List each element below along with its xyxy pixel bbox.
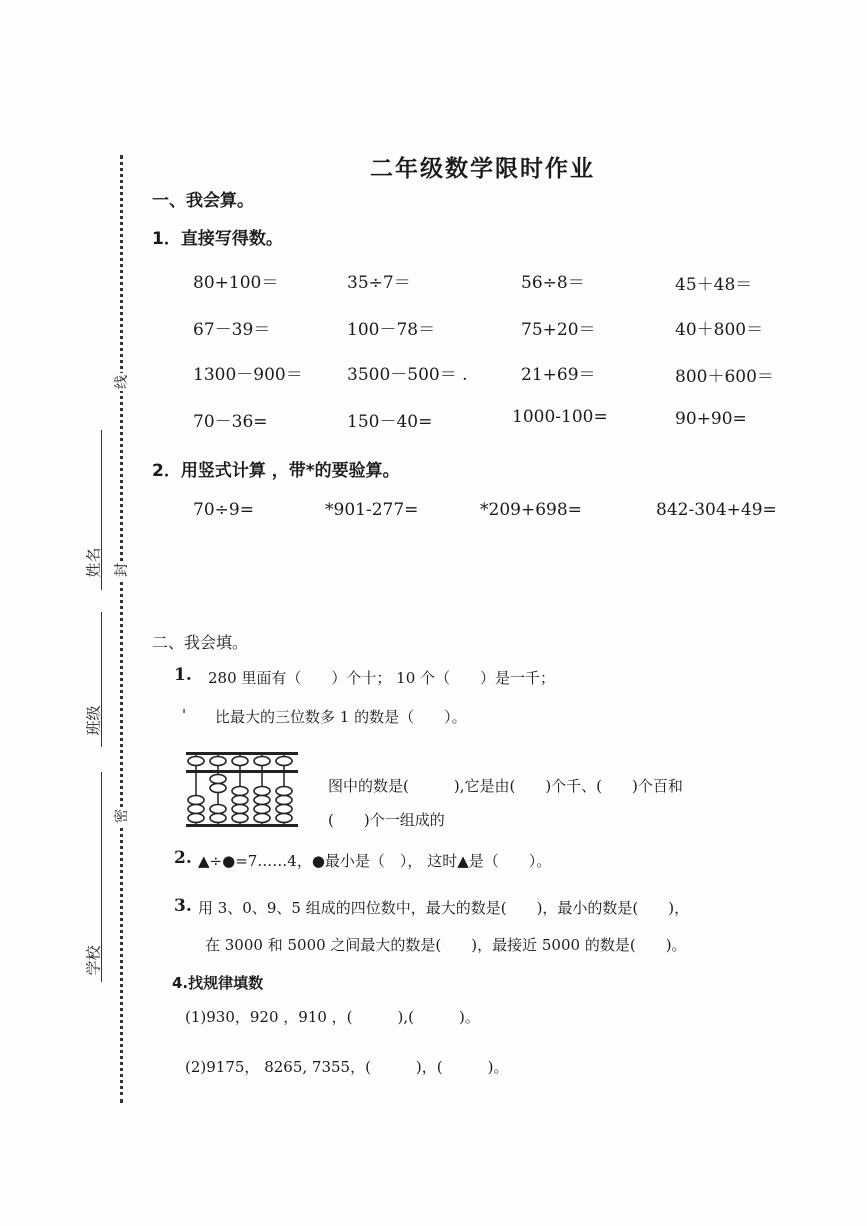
calc-item: 90+90=	[675, 409, 747, 429]
seal-char-xian: 线	[111, 373, 131, 391]
fill-q4-heading: 4.找规律填数	[172, 974, 264, 992]
calc-item: 45＋48＝	[675, 275, 753, 295]
binding-dotted-line	[120, 155, 123, 1103]
school-label: 学校	[84, 945, 103, 976]
calc-item: 56÷8＝	[521, 273, 585, 293]
fill-q3-number: 3.	[174, 896, 192, 916]
calc-item: 150－40=	[347, 412, 433, 432]
name-fill-line[interactable]	[101, 430, 102, 590]
calc-item: 40＋800＝	[675, 320, 764, 340]
calc-item: 75+20＝	[521, 320, 596, 340]
fill-q2-number: 2.	[174, 848, 192, 868]
pattern-line2: (2)9175， 8265, 7355，( )，( )。	[185, 1058, 509, 1076]
calc-item: 70－36=	[193, 412, 268, 432]
fill-q2-text: ▲÷●=7……4，●最小是（ ）， 这时▲是（ ）。	[198, 852, 552, 870]
vertical-calc-item: 842-304+49=	[656, 500, 777, 520]
fill-q3-line1: 用 3、0、9、5 组成的四位数中，最大的数是( )，最小的数是( )，	[198, 899, 690, 917]
vertical-calc-item: *209+698=	[480, 500, 582, 520]
calc-item: 1000-100=	[512, 407, 608, 427]
name-label: 姓名	[84, 547, 103, 578]
seal-char-feng: 封	[111, 561, 131, 579]
q1-heading: 1．直接写得数。	[152, 229, 283, 249]
fill-q1-bullet: '	[182, 706, 187, 724]
calc-item: 800＋600＝	[675, 367, 774, 387]
fill-q3-line2: 在 3000 和 5000 之间最大的数是( )，最接近 5000 的数是( )。	[205, 936, 687, 954]
vertical-calc-item: *901-277=	[325, 500, 419, 520]
fill-q1-number: 1.	[174, 665, 192, 685]
class-fill-line[interactable]	[101, 612, 102, 747]
pattern-line1: (1)930，920 ，910 ，( ),( )。	[185, 1008, 480, 1026]
abacus-question-line1: 图中的数是( ),它是由( )个千、( )个百和	[328, 777, 683, 795]
section2-heading: 二、我会填。	[152, 633, 249, 652]
class-label: 班级	[84, 705, 103, 736]
calc-item: 35÷7＝	[347, 273, 411, 293]
fill-q1-line1: 280 里面有（ ）个十； 10 个（ ）是一千；	[208, 669, 556, 687]
calc-item: 100－78＝	[347, 320, 436, 340]
calc-item: 80+100＝	[193, 273, 279, 293]
abacus-question-line2: ( )个一组成的	[328, 811, 445, 829]
abacus-image	[185, 748, 300, 828]
calc-item: 21+69＝	[521, 365, 596, 385]
section1-heading: 一、我会算。	[152, 191, 254, 211]
calc-item: 3500－500＝ .	[347, 365, 468, 385]
calc-item: 67－39＝	[193, 320, 271, 340]
school-fill-line[interactable]	[101, 772, 102, 982]
seal-char-mi: 密	[111, 807, 131, 825]
q2-heading: 2．用竖式计算 ，带*的要验算。	[152, 461, 400, 481]
fill-q1-line2: 比最大的三位数多 1 的数是（ ）。	[215, 708, 467, 726]
page-title: 二年级数学限时作业	[370, 156, 595, 182]
calc-item: 1300－900＝	[193, 365, 303, 385]
vertical-calc-item: 70÷9=	[193, 500, 254, 520]
